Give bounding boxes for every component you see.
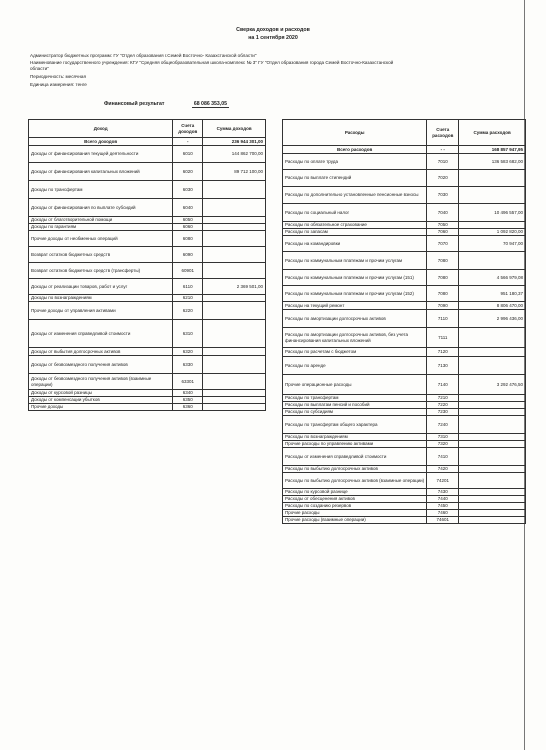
row-sum bbox=[203, 181, 266, 199]
table-row bbox=[29, 279, 266, 295]
row-name: Расходы по субсидиям bbox=[283, 409, 427, 416]
table-row bbox=[283, 441, 526, 448]
row-name: Расходы по выбытию долгосрочных активов (взаимные операции) bbox=[283, 473, 427, 489]
table-row bbox=[283, 286, 526, 302]
row-code: 6310 bbox=[173, 320, 203, 348]
row-sum bbox=[459, 348, 526, 357]
row-sum bbox=[203, 356, 266, 374]
meta-institution: Наименование государственного учреждения: КГУ "Средняя общеобразовательная школа-комплекс № 3" ГУ "Отдел образования города Семей Восточно-Казахстанской bbox=[30, 60, 394, 65]
row-code: 7070 bbox=[427, 236, 459, 252]
table-row bbox=[283, 416, 526, 434]
row-sum bbox=[203, 302, 266, 320]
row-sum: 1 092 820,00 bbox=[459, 229, 526, 236]
table-row bbox=[283, 466, 526, 473]
meta-administrator: Администратор бюджетных программ: ГУ "Отдел образования г.Семей Восточно- Казахстанской области" bbox=[30, 53, 257, 58]
row-name: Доходы от курсовой разницы bbox=[29, 390, 173, 397]
row-code: 6340 bbox=[173, 390, 203, 397]
row-code: 6210 bbox=[173, 295, 203, 302]
row-code: 7450 bbox=[427, 503, 459, 510]
table-row bbox=[283, 270, 526, 286]
table-row bbox=[29, 397, 266, 404]
row-name: Доходы от благотворительной помощи bbox=[29, 217, 173, 224]
table-row bbox=[283, 252, 526, 270]
table-row bbox=[283, 434, 526, 441]
meta-periodicity: Периодичность: месячная bbox=[30, 74, 86, 79]
row-sum bbox=[459, 328, 526, 348]
row-code: 7240 bbox=[427, 416, 459, 434]
total-code: - bbox=[173, 138, 203, 146]
row-sum bbox=[203, 247, 266, 263]
row-name: Доходы от изменения справедливой стоимости bbox=[29, 320, 173, 348]
table-row bbox=[283, 357, 526, 375]
row-name: Доходы по вознаграждениям bbox=[29, 295, 173, 302]
table-row bbox=[283, 229, 526, 236]
document-title: Сверка доходов и расходов bbox=[236, 27, 310, 33]
row-name: Расходы по коммунальным платежам и прочим услугам (151) bbox=[283, 270, 427, 286]
row-code: 6090 bbox=[173, 247, 203, 263]
row-name: Доходы от выбытия долгосрочных активов bbox=[29, 348, 173, 356]
row-code: 6040 bbox=[173, 199, 203, 217]
row-code: 7430 bbox=[427, 489, 459, 496]
total-name: Всего доходов bbox=[29, 138, 173, 146]
table-row bbox=[29, 404, 266, 411]
table-row bbox=[283, 236, 526, 252]
row-sum bbox=[203, 320, 266, 348]
row-name: Расходы по аренде bbox=[283, 357, 427, 375]
table-row bbox=[283, 204, 526, 222]
row-sum bbox=[459, 517, 526, 524]
table-row bbox=[283, 154, 526, 170]
row-name: Расходы на командировки bbox=[283, 236, 427, 252]
row-name: Прочие доходы от управления активами bbox=[29, 302, 173, 320]
income-table bbox=[28, 119, 266, 411]
meta-institution-cont: области" bbox=[30, 66, 49, 71]
row-sum bbox=[459, 473, 526, 489]
row-name: Расходы по оплате труда bbox=[283, 154, 427, 170]
table-row bbox=[29, 199, 266, 217]
row-name: Расходы по коммунальным платежам и прочим услугам bbox=[283, 252, 427, 270]
table-row bbox=[283, 302, 526, 310]
table-row bbox=[29, 295, 266, 302]
row-sum bbox=[459, 222, 526, 229]
document-subtitle: на 1 сентября 2020 bbox=[248, 35, 298, 41]
row-code: 7080 bbox=[427, 286, 459, 302]
table-row bbox=[29, 217, 266, 224]
row-name: Расходы по трансфертам bbox=[283, 395, 427, 402]
row-name: Доходы от реализации товаров, работ и услуг bbox=[29, 279, 173, 295]
row-name: Доходы от финансирования капитальных вложений bbox=[29, 163, 173, 181]
row-code: 7040 bbox=[427, 204, 459, 222]
row-sum bbox=[459, 466, 526, 473]
row-sum bbox=[459, 357, 526, 375]
table-row bbox=[283, 496, 526, 503]
row-name: Расходы по амортизации долгосрочных активов, без учета финансирования капитальных вложений bbox=[283, 328, 427, 348]
row-sum bbox=[203, 374, 266, 390]
row-sum bbox=[459, 503, 526, 510]
row-code: 7310 bbox=[427, 434, 459, 441]
row-name: Расходы по созданию резервов bbox=[283, 503, 427, 510]
row-code: 7420 bbox=[427, 466, 459, 473]
row-code: 7120 bbox=[427, 348, 459, 357]
row-name: Возврат остатков бюджетных средств bbox=[29, 247, 173, 263]
table-row bbox=[29, 247, 266, 263]
row-code: 7130 bbox=[427, 357, 459, 375]
row-code: 7410 bbox=[427, 448, 459, 466]
row-sum: 8 806 470,00 bbox=[459, 302, 526, 310]
row-sum bbox=[459, 187, 526, 204]
row-name: Прочие расходы по управлению активами bbox=[283, 441, 427, 448]
row-sum bbox=[203, 390, 266, 397]
row-code: 7090 bbox=[427, 302, 459, 310]
row-sum bbox=[203, 295, 266, 302]
row-name: Прочие расходы bbox=[283, 510, 427, 517]
row-name: Расходы по выбытию долгосрочных активов bbox=[283, 466, 427, 473]
table-row bbox=[283, 473, 526, 489]
table-row bbox=[29, 374, 266, 390]
row-sum: 951 180,37 bbox=[459, 286, 526, 302]
income-header-name: Доход bbox=[29, 120, 173, 138]
financial-result-label: Финансовый результат bbox=[104, 101, 165, 107]
row-name: Расходы по выплате стипендий bbox=[283, 170, 427, 187]
table-row bbox=[283, 395, 526, 402]
table-row bbox=[29, 320, 266, 348]
total-row bbox=[283, 146, 526, 154]
row-name: Расходы от обесценения активов bbox=[283, 496, 427, 503]
row-sum bbox=[203, 397, 266, 404]
table-row bbox=[283, 409, 526, 416]
table-row bbox=[29, 146, 266, 163]
row-name: Расходы по амортизации долгосрочных активов bbox=[283, 310, 427, 328]
row-code: 6320 bbox=[173, 348, 203, 356]
row-sum bbox=[459, 416, 526, 434]
row-name: Возврат остатков бюджетных средств (трансферты) bbox=[29, 263, 173, 279]
row-name: Доходы от финансирования по выплате субсидий bbox=[29, 199, 173, 217]
meta-unit: Единица измерения: тенге bbox=[30, 82, 87, 87]
row-sum bbox=[459, 170, 526, 187]
row-name: Расходы по трансфертам общего характера bbox=[283, 416, 427, 434]
financial-result-value: 68 086 353,05 bbox=[193, 101, 228, 107]
table-row bbox=[283, 517, 526, 524]
table-row bbox=[29, 224, 266, 231]
row-code: 6080 bbox=[173, 231, 203, 247]
row-code: 60901 bbox=[173, 263, 203, 279]
row-name: Прочие доходы bbox=[29, 404, 173, 411]
table-row bbox=[283, 402, 526, 409]
row-code: 6060 bbox=[173, 224, 203, 231]
row-name: Доходы от безвозмездного получения активов bbox=[29, 356, 173, 374]
row-code: 7060 bbox=[427, 229, 459, 236]
row-name: Расходы по коммунальным платежам и прочим услугам (152) bbox=[283, 286, 427, 302]
table-row bbox=[283, 187, 526, 204]
row-code: 6110 bbox=[173, 279, 203, 295]
row-name: Расходы по курсовой разнице bbox=[283, 489, 427, 496]
table-row bbox=[29, 231, 266, 247]
row-code: 7220 bbox=[427, 402, 459, 409]
expense-header-code: Счета расходов bbox=[427, 120, 459, 146]
expense-header-sum: Сумма расходов bbox=[459, 120, 526, 146]
row-code: 7080 bbox=[427, 270, 459, 286]
table-row bbox=[283, 328, 526, 348]
row-code: 7080 bbox=[427, 252, 459, 270]
table-row bbox=[283, 375, 526, 395]
expense-header-name: Расходы bbox=[283, 120, 427, 146]
row-name: Доходы по трансфертам bbox=[29, 181, 173, 199]
table-row bbox=[29, 302, 266, 320]
row-sum bbox=[203, 217, 266, 224]
row-sum: 70 947,00 bbox=[459, 236, 526, 252]
row-sum bbox=[459, 448, 526, 466]
income-header-code: Счета доходов bbox=[173, 120, 203, 138]
row-name: Доходы от безвозмездного получения активов (взаимные операции) bbox=[29, 374, 173, 390]
row-name: Расходы по расчетам с бюджетом bbox=[283, 348, 427, 357]
row-sum bbox=[459, 510, 526, 517]
total-sum: 236 944 301,00 bbox=[203, 138, 266, 146]
table-row bbox=[283, 503, 526, 510]
row-name: Доходы от финансирования текущей деятельности bbox=[29, 146, 173, 163]
total-row bbox=[29, 138, 266, 146]
row-sum bbox=[459, 402, 526, 409]
row-name: Прочие доходы от необменных операций bbox=[29, 231, 173, 247]
financial-result bbox=[104, 101, 229, 108]
row-name: Расходы от изменения справедливой стоимости bbox=[283, 448, 427, 466]
row-code: 7050 bbox=[427, 222, 459, 229]
row-sum: 10 496 557,00 bbox=[459, 204, 526, 222]
row-code: 7320 bbox=[427, 441, 459, 448]
table-row bbox=[283, 348, 526, 357]
row-code: 7020 bbox=[427, 170, 459, 187]
row-sum: 3 292 476,50 bbox=[459, 375, 526, 395]
row-code: 74201 bbox=[427, 473, 459, 489]
table-row bbox=[29, 348, 266, 356]
row-code: 6350 bbox=[173, 397, 203, 404]
row-sum bbox=[459, 434, 526, 441]
row-sum: 144 862 700,00 bbox=[203, 146, 266, 163]
row-code: 6030 bbox=[173, 181, 203, 199]
row-code: 6010 bbox=[173, 146, 203, 163]
row-name: Прочие операционные расходы bbox=[283, 375, 427, 395]
row-name: Расходы по запасам bbox=[283, 229, 427, 236]
row-sum bbox=[203, 224, 266, 231]
row-sum bbox=[459, 441, 526, 448]
row-code: 6020 bbox=[173, 163, 203, 181]
row-name: Доходы от компенсации убытков bbox=[29, 397, 173, 404]
row-code: 63301 bbox=[173, 374, 203, 390]
row-code: 7010 bbox=[427, 154, 459, 170]
table-row bbox=[283, 170, 526, 187]
table-row bbox=[283, 489, 526, 496]
row-name: Расходы по выплатам пенсий и пособий bbox=[283, 402, 427, 409]
table-row bbox=[283, 448, 526, 466]
row-sum bbox=[459, 409, 526, 416]
table-row bbox=[29, 390, 266, 397]
row-sum bbox=[459, 489, 526, 496]
row-code: 6050 bbox=[173, 217, 203, 224]
row-name: Расходы по социальный налог bbox=[283, 204, 427, 222]
row-code: 7230 bbox=[427, 409, 459, 416]
row-code: 6360 bbox=[173, 404, 203, 411]
row-sum: 2 369 501,00 bbox=[203, 279, 266, 295]
row-sum: 2 996 436,00 bbox=[459, 310, 526, 328]
total-sum: 168 857 947,95 bbox=[459, 146, 526, 154]
row-sum bbox=[203, 404, 266, 411]
row-sum bbox=[459, 395, 526, 402]
table-row bbox=[29, 356, 266, 374]
row-name: Расходы по обязательное страхование bbox=[283, 222, 427, 229]
row-code: 7440 bbox=[427, 496, 459, 503]
table-row bbox=[29, 263, 266, 279]
row-code: 6330 bbox=[173, 356, 203, 374]
table-row bbox=[283, 222, 526, 229]
row-code: 7111 bbox=[427, 328, 459, 348]
row-name: Доходы по гарантиям bbox=[29, 224, 173, 231]
expense-table bbox=[282, 119, 526, 524]
row-name: Расходы по дополнительно установленные пенсионные взносы bbox=[283, 187, 427, 204]
table-row bbox=[283, 510, 526, 517]
row-sum: 136 583 682,00 bbox=[459, 154, 526, 170]
row-code: 7460 bbox=[427, 510, 459, 517]
row-code: 7110 bbox=[427, 310, 459, 328]
row-name: Расходы на текущий ремонт bbox=[283, 302, 427, 310]
row-sum bbox=[459, 252, 526, 270]
row-sum bbox=[203, 263, 266, 279]
row-sum bbox=[203, 231, 266, 247]
row-sum bbox=[203, 348, 266, 356]
row-code: 7140 bbox=[427, 375, 459, 395]
income-header-sum: Сумма доходов bbox=[203, 120, 266, 138]
table-row bbox=[29, 163, 266, 181]
table-row bbox=[283, 310, 526, 328]
row-name: Прочие расходы (взаимные операции) bbox=[283, 517, 427, 524]
total-name: Всего расходов bbox=[283, 146, 427, 154]
row-sum bbox=[459, 496, 526, 503]
row-sum bbox=[203, 199, 266, 217]
table-row bbox=[29, 181, 266, 199]
row-code: 6220 bbox=[173, 302, 203, 320]
row-name: Расходы по вознаграждениям bbox=[283, 434, 427, 441]
total-code: - - bbox=[427, 146, 459, 154]
row-code: 7210 bbox=[427, 395, 459, 402]
row-code: 74601 bbox=[427, 517, 459, 524]
row-code: 7030 bbox=[427, 187, 459, 204]
row-sum: 4 566 979,08 bbox=[459, 270, 526, 286]
row-sum: 89 712 100,00 bbox=[203, 163, 266, 181]
